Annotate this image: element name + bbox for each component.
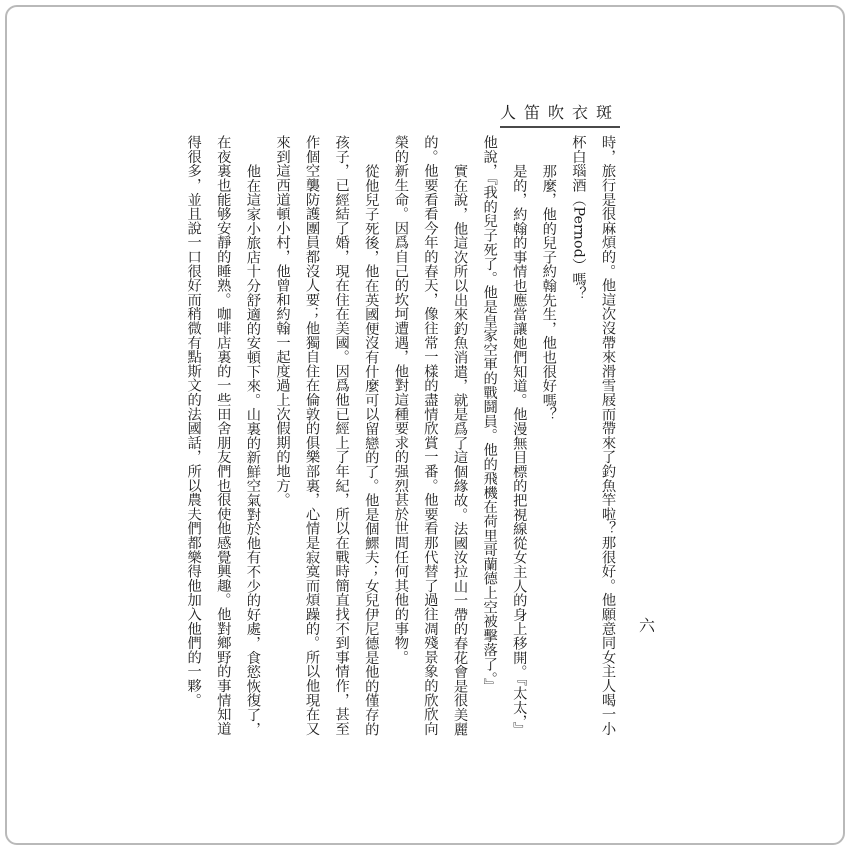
paragraph: 實在說，他這次所以出來釣魚消遣，就是爲了這個緣故。法國汝拉山一帶的春花會是很美麗的。他要看看今年的春天，像往常一樣的盡情欣賞一番。他要看那代替了過往凋殘景象的欣欣向榮的新生命。因爲自己的坎坷遭遇，他對這種要求的强烈甚於世間任何其他的事物。 (392, 135, 469, 736)
body-text-block (177, 135, 622, 739)
page-number: 六 (639, 616, 656, 635)
paragraph: 時，旅行是很麻煩的。他這次沒帶來滑雪屐而帶來了釣魚竿啦？那很好。他願意同女主人喝一小杯白瑙酒（Pernod）嗎？ (570, 135, 616, 736)
paragraph: 從他兒子死後，他在英國便沒有什麼可以留戀的了。他是個鰥夫；女兒伊尼德是他的僅存的孩子，已經結了婚，現在住在美國。因爲他已經上了年紀，所以在戰時簡直找不到事情作，甚至作個空襲防護團員都沒人要；他獨自住在倫敦的俱樂部裏，心情是寂寞而煩躁的。所以他現在又來到這西道頓小村，他曾和約翰一起度過上次假期的地方。 (274, 135, 380, 736)
paragraph: 他在這家小旅店十分舒適的安頓下來。山裏的新鮮空氣對於他有不少的好處，食慾恢復了，在夜裏也能够安靜的睡熟。咖啡店裏的一些田舍朋友們也很使他感覺興趣。他對鄉野的事情知道得很多，並且說一口很好而稍微有點斯文的法國話，所以農夫們都樂得他加入他們的一夥。 (185, 135, 261, 736)
paragraph: 那麼，他的兒子約翰先生，他也很好嗎？ (540, 163, 557, 421)
running-head-title: 人笛吹衣斑 (500, 100, 620, 128)
paragraph: 是的，約翰的事情也應當讓她們知道。他漫無目標的把視線從女主人的身上移開。『太太，』他說，『我的兒子死了。他是皇家空軍的戰鬪員。他的飛機在荷里哥蘭德上空被擊落了。』 (481, 135, 528, 736)
